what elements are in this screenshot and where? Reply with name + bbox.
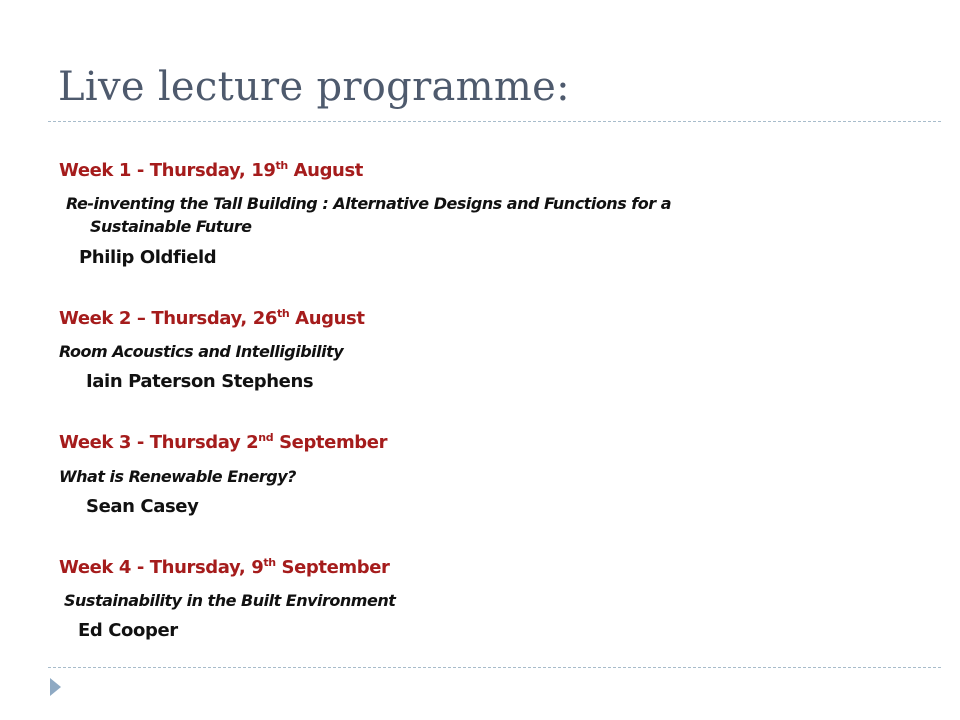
- week-1-speaker: Philip Oldfield: [79, 247, 217, 268]
- week-1-date: Week 1 - Thursday, 19: [59, 160, 276, 181]
- week-1-talk-title-line-1: Re-inventing the Tall Building : Alternative Designs and Functions for a: [66, 194, 671, 213]
- week-4-talk-title: Sustainability in the Built Environment: [64, 591, 396, 610]
- week-2-talk-title: Room Acoustics and Intelligibility: [59, 342, 344, 361]
- week-1-heading: [59, 160, 363, 181]
- slide-title: Live lecture programme:: [58, 64, 570, 110]
- week-2-date: Week 2 – Thursday, 26: [59, 308, 277, 329]
- week-1-date-suffix: th: [275, 159, 288, 172]
- week-2-date-suffix: th: [277, 307, 290, 320]
- week-4-date-suffix: th: [263, 556, 276, 569]
- week-4-month: September: [275, 557, 390, 578]
- week-1-month: August: [287, 160, 363, 181]
- triangle-right-icon: [50, 678, 61, 696]
- week-2-speaker: Iain Paterson Stephens: [86, 371, 314, 392]
- title-divider: [48, 121, 941, 122]
- week-3-speaker: Sean Casey: [86, 496, 199, 517]
- week-3-date: Week 3 - Thursday 2: [59, 432, 259, 453]
- week-3-date-suffix: nd: [258, 431, 274, 444]
- week-1-talk-title-line-2: Sustainable Future: [90, 217, 252, 236]
- week-3-month: September: [273, 432, 388, 453]
- week-2-heading: [59, 308, 365, 329]
- week-4-heading: [59, 557, 390, 578]
- week-2-month: August: [289, 308, 365, 329]
- footer-divider: [48, 667, 941, 668]
- week-3-heading: [59, 432, 387, 453]
- week-4-date: Week 4 - Thursday, 9: [59, 557, 264, 578]
- week-4-speaker: Ed Cooper: [78, 620, 178, 641]
- week-3-talk-title: What is Renewable Energy?: [59, 467, 296, 486]
